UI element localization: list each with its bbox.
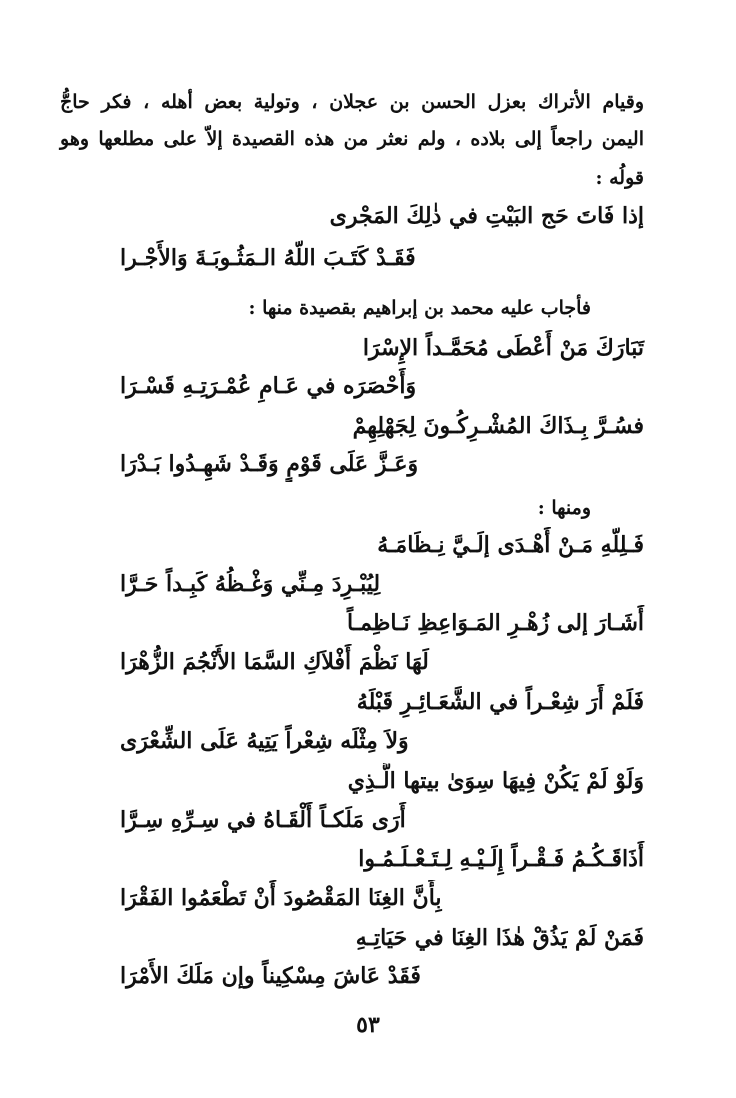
intro-2-line: فأجاب عليه محمد بن إبراهيم بقصيدة منها :	[248, 297, 591, 319]
poem-b-verse-5-first: أَذَاقَـكُـمُ فَـقْـراً إِلَـيْـهِ لِـتَـعْـلَـمُـوا	[358, 846, 644, 872]
intro-line-2: اليمن راجعاً إلى بلاده ، ولم نعثر من هذه القصيدة إلاّ على مطلعها وهو	[60, 128, 644, 150]
verse-1-second-hemistich: فَقَـدْ كَتَـبَ اللّهُ الـمَثُـوبَـةَ وَالأَجْـرا	[120, 245, 416, 271]
poem-b-verse-1-second: لِيُبْـرِدَ مِـنِّي وَغْـظُهُ كَبِـداً حَـرَّا	[120, 571, 381, 597]
poem-b-verse-6-second: فَقَدْ عَاشَ مِسْكِيناً وإن مَلَكَ الأَمْرَا	[120, 963, 421, 989]
poem-a-verse-2-second: وَعَـزَّ عَلَى قَوْمٍ وَقَـدْ شَهِـدُوا بَـدْرَا	[120, 451, 419, 477]
poem-a-verse-1-second: وَأَحْصَرَه في عَـامِ عُمْـرَتِـهِ قَسْـرَا	[120, 373, 417, 399]
poem-b-verse-5-second: بِأَنَّ الغِنَا المَقْصُودَ أَنْ تَطْعَمُوا الفَقْرَا	[120, 885, 442, 911]
poem-b-verse-1-first: فَـلِلّهِ مَـنْ أَهْـدَى إلَـيَّ نِـظَامَـهُ	[377, 532, 644, 558]
poem-b-verse-6-first: فَمَنْ لَمْ يَذُقْ هٰذَا الغِنَا في حَيَاتِـهِ	[355, 925, 644, 951]
poem-a-verse-1-first: تَبَارَكَ مَنْ أَعْطَى مُحَمَّـداً الإِسْرَا	[362, 335, 644, 361]
poem-b-verse-3-second: وَلاَ مِثْلَه شِعْراً يَتِيهُ عَلَى الشِّعْرَى	[120, 728, 409, 754]
poem-b-verse-4-first: وَلَوْ لَمْ يَكُنْ فِيهَا سِوَىٰ بيتها الَّـذِي	[347, 768, 644, 794]
intro-line-1: وقيام الأتراك بعزل الحسن بن عجلان ، وتولية بعض أهله ، فكر حاجُّ	[60, 91, 644, 113]
poem-b-verse-2-second: لَهَا نَظْمَ أَفْلاَكِ السَّمَا الأَنْجُمَ الزُّهْرَا	[120, 649, 429, 675]
poem-b-verse-3-first: فَلَمْ أَرَ شِعْـراً في الشَّعَـائِـرِ قَبْلَهُ	[356, 689, 644, 715]
poem-b-verse-2-first: أَشَـارَ إلى زُهْـرِ المَـوَاعِظِ نَـاظِمـاً	[346, 610, 644, 636]
verse-1-first-hemistich: إذا فَاتَ حَج البَيْتِ في ذٰلِكَ المَجْرى	[329, 203, 644, 229]
poem-b-verse-4-second: أَرَى مَلَكـاً أَلْقَـاهُ في سِـرِّهِ سِـرَّا	[120, 807, 406, 833]
intro-3-line: ومنها :	[537, 497, 591, 519]
intro-line-3: قولُه :	[595, 167, 644, 189]
poem-a-verse-2-first: فسُـرَّ بِـذَاكَ المُشْـرِكُـونَ لِجَهْلِهِمْ	[352, 413, 644, 439]
page-number: ٥٣	[356, 1012, 380, 1038]
